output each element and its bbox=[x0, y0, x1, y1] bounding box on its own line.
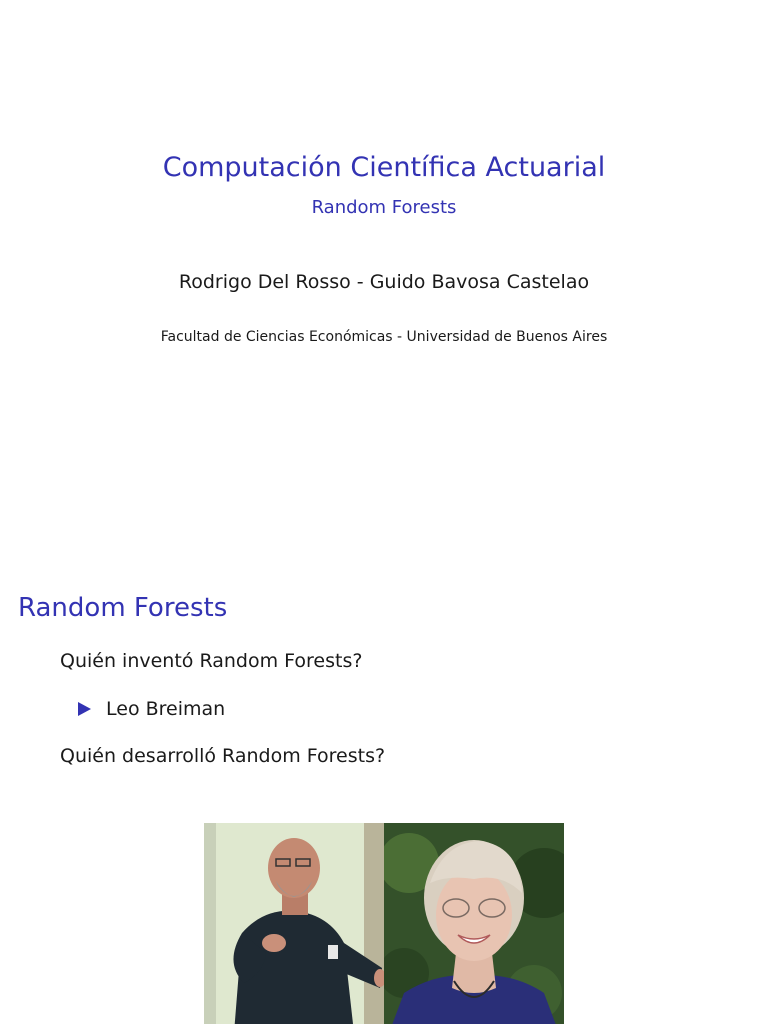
authors: Rodrigo Del Rosso - Guido Bavosa Castelao bbox=[178, 271, 590, 293]
photos bbox=[204, 823, 564, 1024]
presentation-subtitle: Random Forests bbox=[311, 197, 457, 218]
bullet-item bbox=[78, 698, 225, 720]
question-developer: Quién desarrolló Random Forests? bbox=[60, 745, 386, 767]
question-inventor: Quién inventó Random Forests? bbox=[60, 650, 363, 672]
photo-woman-smiling bbox=[384, 823, 564, 1024]
institute: Facultad de Ciencias Económicas - Universidad de Buenos Aires bbox=[160, 329, 608, 345]
photo-man-presenting bbox=[204, 823, 384, 1024]
content-slide bbox=[0, 576, 768, 1024]
frame-title: Random Forests bbox=[18, 593, 228, 623]
presentation-title: Computación Científica Actuarial bbox=[162, 152, 606, 183]
bullet-text: Leo Breiman bbox=[106, 698, 226, 720]
triangle-bullet-icon bbox=[78, 702, 91, 716]
